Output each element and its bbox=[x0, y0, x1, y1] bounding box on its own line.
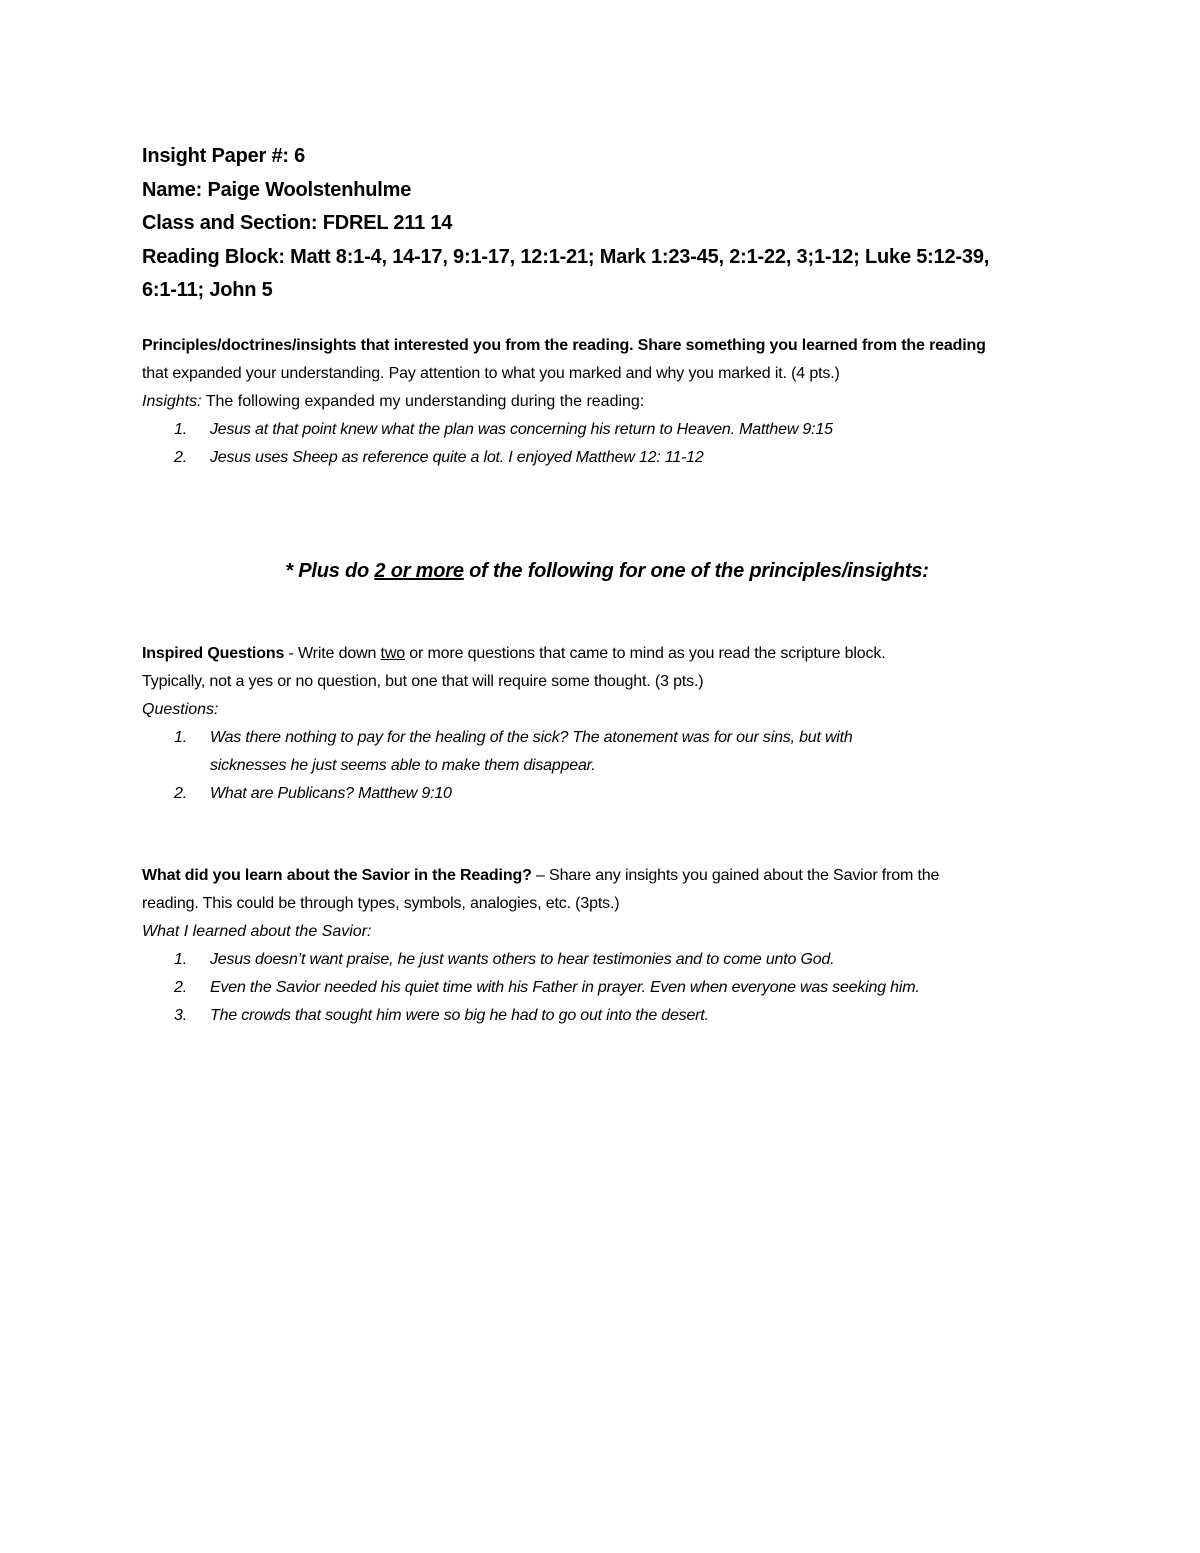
insights-list bbox=[142, 416, 1072, 472]
savior-prompt-title: What did you learn about the Savior in the Reading? bbox=[142, 866, 532, 884]
reading-block-line-2: 6:1-11; John 5 bbox=[142, 279, 273, 301]
list-item bbox=[142, 946, 1072, 974]
questions-prompt-underlined: two bbox=[380, 644, 405, 662]
list-item-number: 1. bbox=[174, 420, 187, 438]
insights-label-rest: The following expanded my understanding during the reading: bbox=[201, 392, 645, 410]
questions-prompt-line-2: Typically, not a yes or no question, but one that will require some thought. (3 pts.) bbox=[142, 672, 704, 690]
list-item-number: 1. bbox=[174, 950, 187, 968]
list-item-text: Was there nothing to pay for the healing of the sick? The atonement was for our sins, but with bbox=[210, 728, 853, 746]
plus-after: of the following for one of the principles/insights: bbox=[463, 559, 929, 582]
questions-prompt-after: or more questions that came to mind as you read the scripture block. bbox=[404, 644, 886, 662]
list-item-text: What are Publicans? Matthew 9:10 bbox=[210, 784, 452, 802]
class-section: Class and Section: FDREL 211 14 bbox=[142, 212, 453, 234]
savior-label-line bbox=[142, 918, 1072, 946]
paper-number: Insight Paper #: 6 bbox=[142, 145, 306, 167]
principles-prompt-line-2 bbox=[142, 360, 1072, 388]
list-item-text: Jesus at that point knew what the plan was concerning his return to Heaven. Matthew 9:15 bbox=[210, 420, 833, 438]
list-item-text: Jesus doesn’t want praise, he just wants others to hear testimonies and to come unto God. bbox=[210, 950, 835, 968]
list-item-text: Jesus uses Sheep as reference quite a lot. I enjoyed Matthew 12: 11-12 bbox=[210, 448, 704, 466]
savior-label: What I learned about the Savior: bbox=[142, 922, 372, 940]
savior-section bbox=[142, 862, 1072, 1030]
list-item bbox=[142, 444, 1072, 472]
document-content bbox=[142, 140, 1072, 1030]
list-item-text: The crowds that sought him were so big he had to go out into the desert. bbox=[210, 1006, 709, 1024]
list-item-number bbox=[174, 752, 210, 780]
questions-list bbox=[142, 724, 1072, 808]
questions-label: Questions: bbox=[142, 700, 219, 718]
plus-instruction-text bbox=[142, 556, 1072, 586]
questions-prompt-mid: - Write down bbox=[284, 644, 381, 662]
principles-section bbox=[142, 332, 1072, 472]
savior-prompt-line-2: reading. This could be through types, symbols, analogies, etc. (3pts.) bbox=[142, 894, 620, 912]
questions-prompt-line-1 bbox=[142, 640, 1072, 668]
savior-prompt-line-1 bbox=[142, 862, 1072, 890]
paper-header bbox=[142, 140, 1072, 308]
questions-prompt-title: Inspired Questions bbox=[142, 644, 285, 662]
questions-label-line bbox=[142, 696, 1072, 724]
principles-prompt-line-1 bbox=[142, 332, 1072, 360]
savior-prompt-after: – Share any insights you gained about the Savior from the bbox=[531, 866, 940, 884]
list-item-text: Even the Savior needed his quiet time with his Father in prayer. Even when everyone was seeking him. bbox=[210, 978, 920, 996]
list-item bbox=[142, 724, 1072, 752]
list-item bbox=[142, 752, 1072, 780]
list-item-number: 2. bbox=[174, 448, 187, 466]
principles-prompt-text-1: Principles/doctrines/insights that interested you from the reading. Share something you learned from the reading bbox=[142, 336, 986, 354]
plus-instruction bbox=[142, 556, 1072, 586]
questions-section bbox=[142, 640, 1072, 808]
list-item-number: 1. bbox=[174, 728, 187, 746]
list-item bbox=[142, 416, 1072, 444]
list-item bbox=[142, 974, 1072, 1002]
list-item-text: sicknesses he just seems able to make them disappear. bbox=[210, 756, 596, 774]
plus-before: * Plus do bbox=[285, 559, 375, 582]
insights-label-line bbox=[142, 388, 1072, 416]
list-item-number: 2. bbox=[174, 978, 187, 996]
list-item bbox=[142, 780, 1072, 808]
list-item-number: 3. bbox=[174, 1006, 187, 1024]
list-item bbox=[142, 1002, 1072, 1030]
plus-underlined: 2 or more bbox=[374, 559, 464, 582]
list-item-number: 2. bbox=[174, 784, 187, 802]
reading-block-line-1: Reading Block: Matt 8:1-4, 14-17, 9:1-17, 12:1-21; Mark 1:23-45, 2:1-22, 3;1-12; Luke 5:12-39, bbox=[142, 245, 990, 268]
insights-label: Insights: bbox=[142, 392, 202, 410]
principles-prompt-text-2: that expanded your understanding. Pay attention to what you marked and why you marked it. (4 pts.) bbox=[142, 364, 840, 382]
savior-list bbox=[142, 946, 1072, 1030]
student-name: Name: Paige Woolstenhulme bbox=[142, 178, 412, 201]
